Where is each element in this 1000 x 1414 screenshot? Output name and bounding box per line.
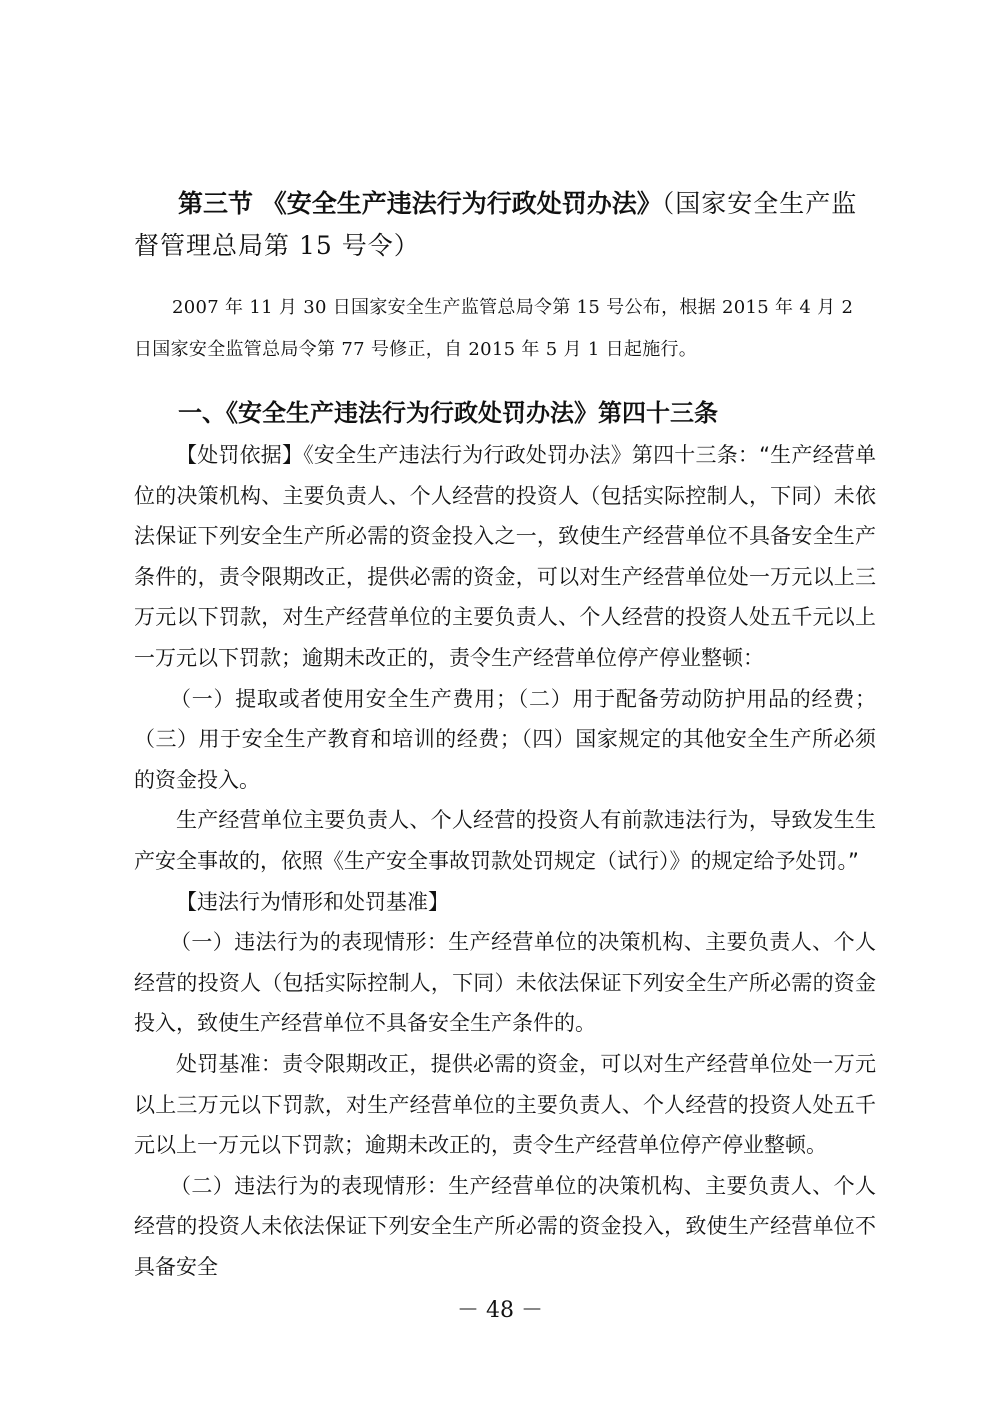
funding-items-paragraph: （一）提取或者使用安全生产费用；（二）用于配备劳动防护用品的经费；（三）用于安全生产教育和培训的经费；（四）国家规定的其他安全生产所必须的资金投入。 xyxy=(134,686,876,792)
case-one-paragraph: （一）违法行为的表现情形：生产经营单位的决策机构、主要负责人、个人经营的投资人（包括实际控制人，下同）未依法保证下列安全生产所必需的资金投入，致使生产经营单位不具备安全生产条件的。 xyxy=(134,930,876,1036)
penalty-standard-paragraph: 处罚基准：责令限期改正，提供必需的资金，可以对生产经营单位处一万元以上三万元以下罚款，对生产经营单位的主要负责人、个人经营的投资人处五千元以上一万元以下罚款；逾期未改正的，责令生产经营单位停产停业整顿。 xyxy=(134,1051,876,1158)
penalty-basis-paragraph: 【处罚依据】《安全生产违法行为行政处罚办法》第四十三条：“生产经营单位的决策机构、主要负责人、个人经营的投资人（包括实际控制人，下同）未依法保证下列安全生产所必需的资金投入之一，致使生产经营单位不具备安全生产条件的，责令限期改正，提供必需的资金，可以对生产经营单位处一万元以上三万元以下罚款，对生产经营单位的主要负责人、个人经营的投资人处五千元以上一万元以下罚款；逾期未改正的，责令生产经营单位停产停业整顿： xyxy=(134,443,876,670)
section-title xyxy=(134,183,876,267)
criteria-heading: 【违法行为情形和处罚基准】 xyxy=(176,889,449,914)
article-heading: 一、《安全生产违法行为行政处罚办法》第四十三条 xyxy=(178,398,718,427)
accident-clause-paragraph: 生产经营单位主要负责人、个人经营的投资人有前款违法行为，导致发生生产安全事故的，依照《生产安全事故罚款处罚规定（试行）》的规定给予处罚。” xyxy=(134,808,876,873)
article-body xyxy=(134,435,876,1287)
promulgation-note: 2007 年 11 月 30 日国家安全生产监管总局令第 15 号公布，根据 2015 年 4 月 2 日国家安全监管总局令第 77 号修正，自 2015 年 5 月 1 日起施行。 xyxy=(134,297,854,360)
section-title-source: （国家安全生产监督管理总局第 15 号令） xyxy=(134,189,858,260)
case-two-paragraph: （二）违法行为的表现情形：生产经营单位的决策机构、主要负责人、个人经营的投资人未依法保证下列安全生产所必需的资金投入，致使生产经营单位不具备安全 xyxy=(134,1173,876,1279)
section-title-main: 第三节 《安全生产违法行为行政处罚办法》 xyxy=(178,189,662,218)
page-number: － 48 － xyxy=(457,1298,543,1323)
